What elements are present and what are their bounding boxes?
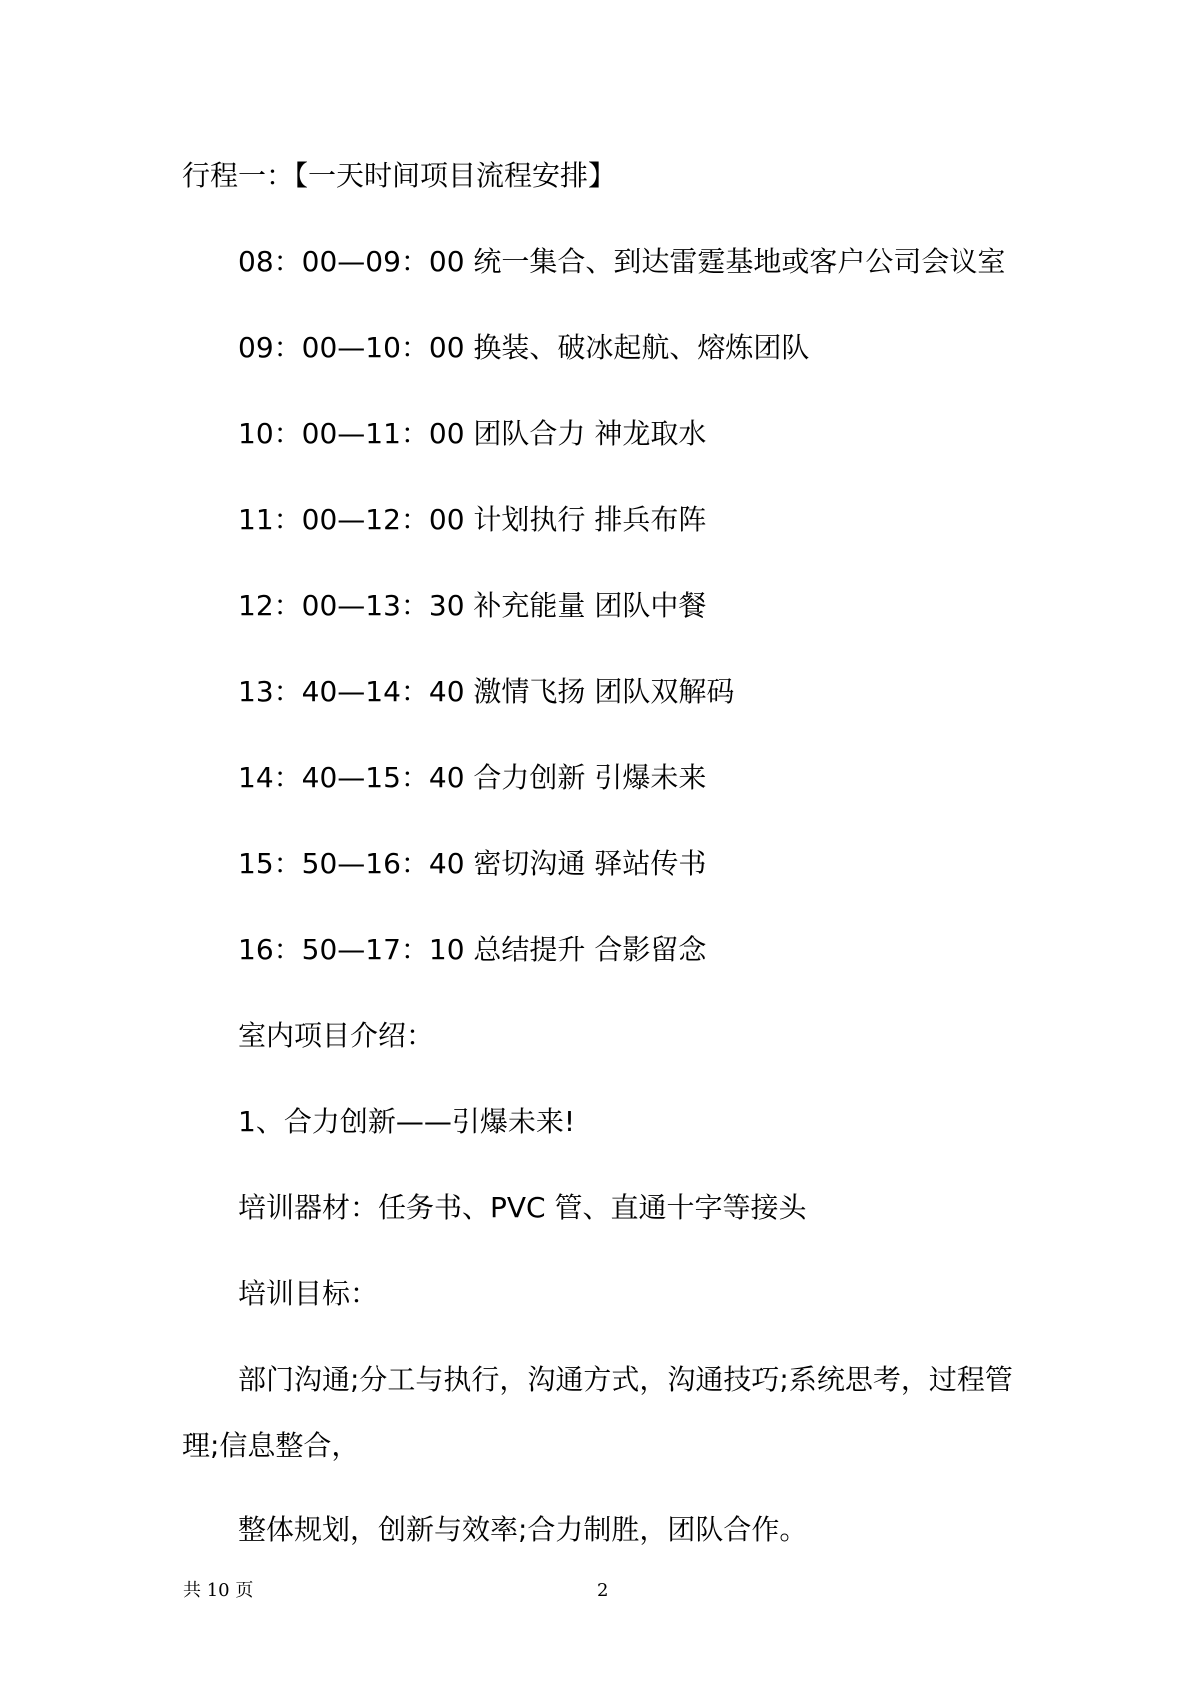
schedule-item: 14：40—15：40 合力创新 引爆未来	[238, 761, 707, 794]
goal-label: 培训目标：	[238, 1277, 379, 1310]
footer-total-pages: 共 10 页	[183, 1580, 254, 1601]
schedule-item: 08：00—09：00 统一集合、到达雷霆基地或客户公司会议室	[238, 245, 1006, 278]
schedule-item: 11：00—12：00 计划执行 排兵布阵	[238, 503, 707, 536]
goal-text-line: 部门沟通;分工与执行，沟通方式，沟通技巧;系统思考，过程管	[238, 1363, 1013, 1396]
schedule-item: 10：00—11：00 团队合力 神龙取水	[238, 417, 707, 450]
schedule-item: 09：00—10：00 换装、破冰起航、熔炼团队	[238, 331, 810, 364]
goal-text-line: 整体规划，创新与效率;合力制胜，团队合作。	[238, 1513, 808, 1546]
footer-page-number: 2	[597, 1580, 609, 1601]
schedule-item: 15：50—16：40 密切沟通 驿站传书	[238, 847, 707, 880]
schedule-item: 13：40—14：40 激情飞扬 团队双解码	[238, 675, 735, 708]
equipment-line: 培训器材：任务书、PVC 管、直通十字等接头	[238, 1191, 807, 1224]
item-title: 1、合力创新——引爆未来!	[238, 1105, 576, 1138]
section-title: 室内项目介绍：	[238, 1019, 435, 1052]
goal-text-line: 理;信息整合，	[182, 1429, 360, 1462]
schedule-item: 16：50—17：10 总结提升 合影留念	[238, 933, 707, 966]
itinerary-heading: 行程一：【一天时间项目流程安排】	[182, 159, 617, 192]
schedule-item: 12：00—13：30 补充能量 团队中餐	[238, 589, 707, 622]
